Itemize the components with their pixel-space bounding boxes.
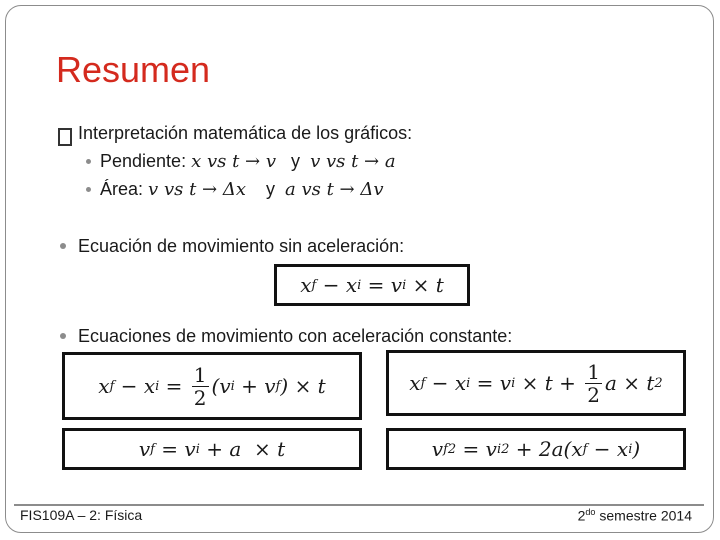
equation-box-posicion-promedio: x f − x i = $\frac{1}{2}$ (v i + v f ) × t <box>62 352 362 420</box>
bullet-interpretacion-text: Interpretación matemática de los gráficos: <box>78 123 413 143</box>
pendiente-y: y <box>291 151 301 171</box>
pendiente-math: x vs t → v <box>191 151 277 172</box>
equation-box-velocidad-final: v f = v i + a × t <box>62 428 362 470</box>
footer-course: FIS109A – 2: Física <box>20 507 143 523</box>
bullet-con-aceleracion-text: Ecuaciones de movimiento con aceleración constante: <box>78 326 513 346</box>
pendiente-math-2: v vs t → a <box>310 151 396 172</box>
pendiente-label: Pendiente: <box>100 151 187 171</box>
footer-ordinal-sup: do <box>585 507 596 517</box>
area-y: y <box>266 179 275 199</box>
bullet-dot-icon <box>60 333 66 339</box>
equation-box-velocidad-constante: x f − x i = v i × t <box>274 264 470 306</box>
bullet-dot-icon <box>60 243 66 249</box>
missing-glyph-icon <box>58 128 72 146</box>
equation-box-torricelli: v f 2 = v i 2 + 2a(x f − x i ) <box>386 428 686 470</box>
area-label: Área: <box>100 179 144 199</box>
footer-ordinal: 2 <box>577 507 586 524</box>
footer-semester <box>578 507 692 524</box>
bullet-dot-icon <box>86 159 91 164</box>
footer-semester-text: semestre 2014 <box>595 507 692 524</box>
slide-title: Resumen <box>56 49 211 90</box>
equation-box-posicion-aceleracion: x f − x i = v i × t + $\frac{1}{2}$ a × t 2 <box>386 350 686 416</box>
bullet-sin-aceleracion-text: Ecuación de movimiento sin aceleración: <box>78 236 405 256</box>
bullet-dot-icon <box>86 187 91 192</box>
footer-divider <box>14 504 704 506</box>
area-math: v vs t → Δx <box>148 179 246 200</box>
area-math-2: a vs t → Δv <box>285 179 384 200</box>
